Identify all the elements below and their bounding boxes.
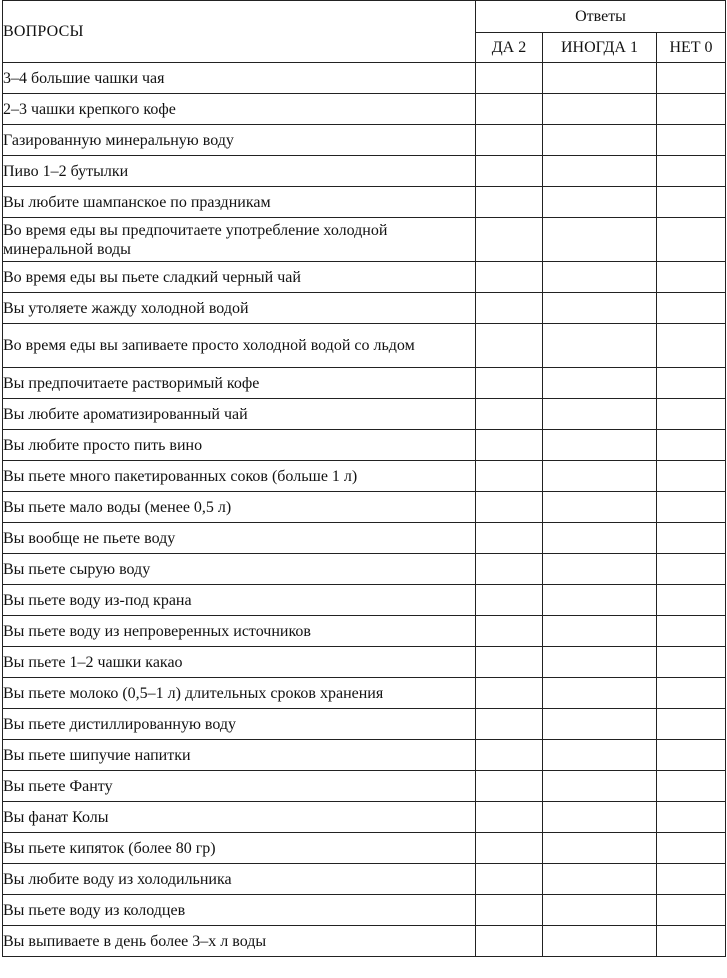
question-text: Вы вообще не пьете воду (3, 523, 476, 554)
answer-cell-sometimes[interactable] (543, 156, 657, 187)
answer-cell-sometimes[interactable] (543, 864, 657, 895)
answer-cell-no[interactable] (657, 771, 726, 802)
answer-cell-sometimes[interactable] (543, 926, 657, 957)
answer-cell-no[interactable] (657, 616, 726, 647)
answer-cell-yes[interactable] (476, 63, 543, 94)
table-row (3, 368, 726, 399)
answer-cell-sometimes[interactable] (543, 293, 657, 324)
option-header-yes: ДА 2 (476, 33, 543, 63)
answers-column-header: Ответы (476, 1, 726, 33)
question-text: Вы пьете дистиллированную воду (3, 709, 476, 740)
answer-cell-no[interactable] (657, 399, 726, 430)
answer-cell-no[interactable] (657, 430, 726, 461)
answer-cell-no[interactable] (657, 324, 726, 368)
table-row (3, 492, 726, 523)
answer-cell-no[interactable] (657, 125, 726, 156)
answer-cell-no[interactable] (657, 554, 726, 585)
answer-cell-sometimes[interactable] (543, 125, 657, 156)
answer-cell-yes[interactable] (476, 895, 543, 926)
question-text: Во время еды вы предпочитаете употребление холодной минеральной воды (3, 218, 476, 262)
question-text: Вы пьете воду из непроверенных источников (3, 616, 476, 647)
table-row (3, 156, 726, 187)
question-text: Газированную минеральную воду (3, 125, 476, 156)
answer-cell-sometimes[interactable] (543, 678, 657, 709)
answer-cell-sometimes[interactable] (543, 399, 657, 430)
question-text: Вы любите просто пить вино (3, 430, 476, 461)
answer-cell-yes[interactable] (476, 740, 543, 771)
table-row (3, 585, 726, 616)
answer-cell-sometimes[interactable] (543, 833, 657, 864)
table-row (3, 218, 726, 262)
answer-cell-yes[interactable] (476, 187, 543, 218)
question-text: 2–3 чашки крепкого кофе (3, 94, 476, 125)
answer-cell-yes[interactable] (476, 833, 543, 864)
answer-cell-sometimes[interactable] (543, 585, 657, 616)
table-row (3, 895, 726, 926)
answer-cell-sometimes[interactable] (543, 187, 657, 218)
table-row (3, 771, 726, 802)
header-row-top (3, 1, 726, 33)
table-row (3, 324, 726, 368)
answer-cell-yes[interactable] (476, 218, 543, 262)
question-text: Вы пьете Фанту (3, 771, 476, 802)
answer-cell-yes[interactable] (476, 492, 543, 523)
answer-cell-no[interactable] (657, 709, 726, 740)
table-row (3, 678, 726, 709)
answer-cell-yes[interactable] (476, 523, 543, 554)
answer-cell-yes[interactable] (476, 616, 543, 647)
answer-cell-no[interactable] (657, 926, 726, 957)
answer-cell-yes[interactable] (476, 771, 543, 802)
answer-cell-yes[interactable] (476, 554, 543, 585)
table-row (3, 616, 726, 647)
question-text: Вы пьете воду из-под крана (3, 585, 476, 616)
question-text: Во время еды вы запиваете просто холодной водой со льдом (3, 324, 476, 368)
table-row (3, 554, 726, 585)
answer-cell-yes[interactable] (476, 293, 543, 324)
answer-cell-no[interactable] (657, 802, 726, 833)
question-text: Вы пьете шипучие напитки (3, 740, 476, 771)
table-row (3, 187, 726, 218)
answer-cell-no[interactable] (657, 492, 726, 523)
question-text: Вы фанат Колы (3, 802, 476, 833)
question-text: Вы пьете мало воды (менее 0,5 л) (3, 492, 476, 523)
answer-cell-sometimes[interactable] (543, 492, 657, 523)
answer-cell-no[interactable] (657, 218, 726, 262)
answer-cell-sometimes[interactable] (543, 616, 657, 647)
answer-cell-no[interactable] (657, 833, 726, 864)
answer-cell-sometimes[interactable] (543, 218, 657, 262)
answer-cell-no[interactable] (657, 678, 726, 709)
table-row (3, 802, 726, 833)
answer-cell-no[interactable] (657, 156, 726, 187)
answer-cell-sometimes[interactable] (543, 63, 657, 94)
answer-cell-yes[interactable] (476, 368, 543, 399)
answer-cell-yes[interactable] (476, 926, 543, 957)
question-text: 3–4 большие чашки чая (3, 63, 476, 94)
answer-cell-no[interactable] (657, 585, 726, 616)
answer-cell-no[interactable] (657, 187, 726, 218)
answer-cell-yes[interactable] (476, 399, 543, 430)
answer-cell-no[interactable] (657, 740, 726, 771)
answer-cell-yes[interactable] (476, 94, 543, 125)
answer-cell-sometimes[interactable] (543, 461, 657, 492)
answer-cell-sometimes[interactable] (543, 771, 657, 802)
answer-cell-sometimes[interactable] (543, 262, 657, 293)
answer-cell-yes[interactable] (476, 125, 543, 156)
answer-cell-no[interactable] (657, 368, 726, 399)
answer-cell-yes[interactable] (476, 585, 543, 616)
answer-cell-sometimes[interactable] (543, 554, 657, 585)
answer-cell-no[interactable] (657, 63, 726, 94)
table-row (3, 262, 726, 293)
answer-cell-yes[interactable] (476, 430, 543, 461)
question-text: Вы любите ароматизированный чай (3, 399, 476, 430)
question-text: Вы пьете 1–2 чашки какао (3, 647, 476, 678)
question-text: Вы любите воду из холодильника (3, 864, 476, 895)
answer-cell-yes[interactable] (476, 709, 543, 740)
answer-cell-sometimes[interactable] (543, 647, 657, 678)
answer-cell-yes[interactable] (476, 647, 543, 678)
question-text: Вы выпиваете в день более 3–х л воды (3, 926, 476, 957)
answer-cell-sometimes[interactable] (543, 802, 657, 833)
table-row (3, 461, 726, 492)
question-text: Вы предпочитаете растворимый кофе (3, 368, 476, 399)
option-header-no: НЕТ 0 (657, 33, 726, 63)
table-row (3, 125, 726, 156)
answer-cell-sometimes[interactable] (543, 709, 657, 740)
answer-cell-sometimes[interactable] (543, 368, 657, 399)
answer-cell-sometimes[interactable] (543, 324, 657, 368)
answer-cell-no[interactable] (657, 647, 726, 678)
table-row (3, 430, 726, 461)
question-text: Во время еды вы пьете сладкий черный чай (3, 262, 476, 293)
questionnaire-table (2, 0, 726, 957)
table-row (3, 709, 726, 740)
option-header-sometimes: ИНОГДА 1 (543, 33, 657, 63)
answer-cell-no[interactable] (657, 262, 726, 293)
table-row (3, 63, 726, 94)
question-text: Пиво 1–2 бутылки (3, 156, 476, 187)
answer-cell-no[interactable] (657, 293, 726, 324)
answer-cell-yes[interactable] (476, 802, 543, 833)
question-text: Вы пьете кипяток (более 80 гр) (3, 833, 476, 864)
table-row (3, 833, 726, 864)
answer-cell-yes[interactable] (476, 156, 543, 187)
question-text: Вы пьете много пакетированных соков (больше 1 л) (3, 461, 476, 492)
answer-cell-yes[interactable] (476, 262, 543, 293)
question-text: Вы утоляете жажду холодной водой (3, 293, 476, 324)
answer-cell-yes[interactable] (476, 678, 543, 709)
question-text: Вы пьете молоко (0,5–1 л) длительных сроков хранения (3, 678, 476, 709)
table-row (3, 864, 726, 895)
table-row (3, 293, 726, 324)
answer-cell-sometimes[interactable] (543, 430, 657, 461)
questions-body (3, 63, 726, 957)
table-row (3, 523, 726, 554)
answer-cell-sometimes[interactable] (543, 523, 657, 554)
answer-cell-no[interactable] (657, 461, 726, 492)
question-text: Вы пьете воду из колодцев (3, 895, 476, 926)
answer-cell-no[interactable] (657, 895, 726, 926)
question-text: Вы пьете сырую воду (3, 554, 476, 585)
table-row (3, 94, 726, 125)
answer-cell-yes[interactable] (476, 461, 543, 492)
answer-cell-sometimes[interactable] (543, 740, 657, 771)
questions-column-header: ВОПРОСЫ (3, 1, 476, 63)
answer-cell-yes[interactable] (476, 864, 543, 895)
answer-cell-sometimes[interactable] (543, 895, 657, 926)
answer-cell-no[interactable] (657, 94, 726, 125)
table-row (3, 926, 726, 957)
table-row (3, 740, 726, 771)
answer-cell-no[interactable] (657, 864, 726, 895)
answer-cell-yes[interactable] (476, 324, 543, 368)
answer-cell-no[interactable] (657, 523, 726, 554)
question-text: Вы любите шампанское по праздникам (3, 187, 476, 218)
table-row (3, 399, 726, 430)
table-row (3, 647, 726, 678)
answer-cell-sometimes[interactable] (543, 94, 657, 125)
